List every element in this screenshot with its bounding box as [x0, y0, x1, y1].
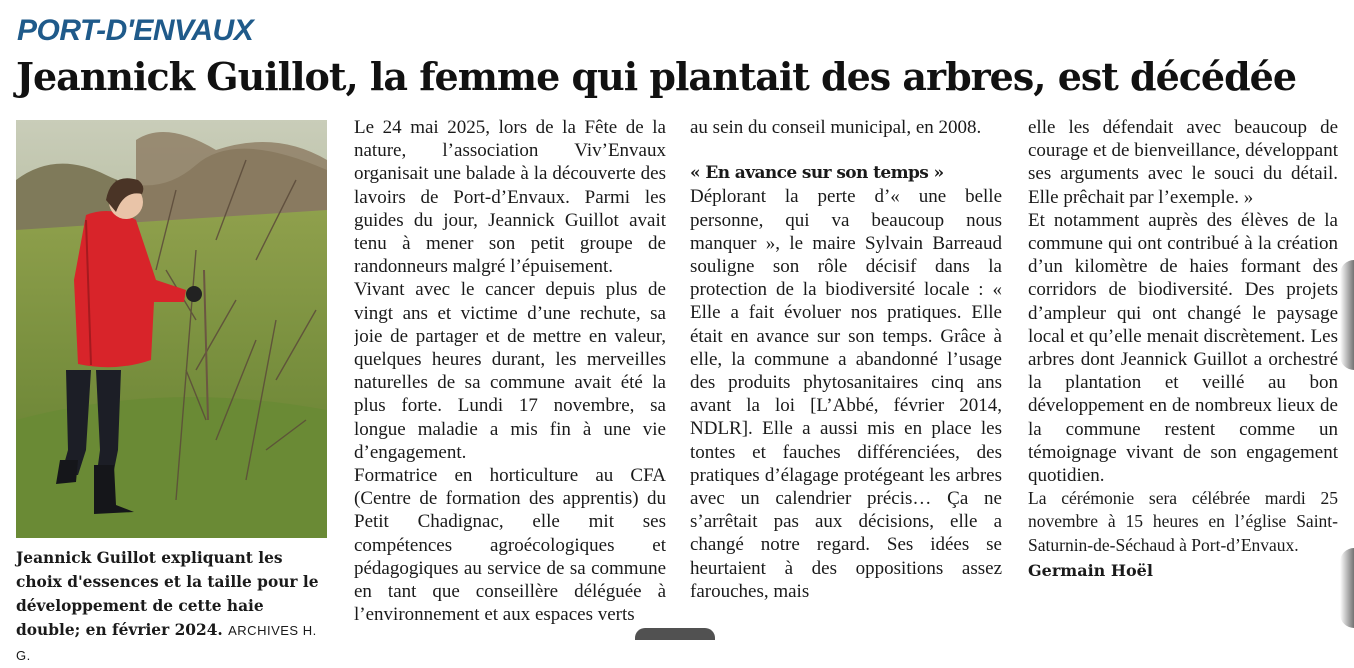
article-kicker: PORT-D'ENVAUX: [17, 14, 254, 47]
paragraph: Formatrice en horticulture au CFA (Centre de formation des apprentis) du Petit Chadignac, elle mit ses compétences agroécologiques et pédagogiques au service de sa commune en tant que conseillère déléguée à l’environnement et aux espaces verts: [354, 465, 666, 626]
paragraph: Le 24 mai 2025, lors de la Fête de la nature, l’association Viv’Envaux organisait une balade à la découverte des lavoirs de Port-d’Envaux. Parmi les guides du jour, Jeannick Guillot avait tenu à mener son petit groupe de randonneurs malgré l’épuisement.: [354, 117, 666, 278]
photo-caption: [16, 546, 331, 668]
paragraph: Vivant avec le cancer depuis plus de vingt ans et victime d’une rechute, sa joie de partager et de mettre en valeur, quelques heures durant, les merveilles naturelles de sa commune avait été la plus forte. Lundi 17 novembre, sa longue maladie a mis fin à une vie d’engagement.: [354, 279, 666, 463]
column-3: [1028, 116, 1338, 640]
photo-credit: ARCHIVES H. G.: [16, 623, 317, 663]
page-edge-shadow: [1340, 260, 1354, 370]
article-photo: [16, 120, 327, 538]
paragraph: Déplorant la perte d’« une belle personne, qui va beaucoup nous manquer », le maire Sylvain Barreaud souligne son rôle décisif dans la protection de la biodiversité locale : « Elle a fait évoluer nos pratiques. Elle était en avance sur son temps. Grâce à elle, la commune a abandonné l’usage des produits phytosanitaires cinq ans avant la loi [L’Abbé, février 2014, NDLR]. Elle a aussi mis en place les tontes et fauches différenciées, des pratiques d’élagage protégeant les arbres avec un calendrier précis… Ça ne s’arrêtait pas aux décisions, elle a changé notre regard. Ses idées se heurtaient à des oppositions assez farouches, mais: [690, 186, 1002, 602]
column-1: [354, 116, 666, 640]
author-signature: Germain Hoël: [1028, 560, 1153, 580]
article-headline: Jeannick Guillot, la femme qui plantait des arbres, est décédée: [16, 54, 1297, 99]
paragraph: elle les défendait avec beaucoup de courage et de bienveillance, développant ses arguments avec le souci du détail. Elle prêchait par l’exemple. »: [1028, 117, 1338, 208]
section-subhead: « En avance sur son temps »: [690, 163, 944, 184]
paragraph: Et notamment auprès des élèves de la commune qui ont contribué à la création d’un kilomètre de haies formant des corridors de biodiversité. Des projets d’ampleur qui ont changé le paysage local et qu’elle menait discrètement. Les arbres dont Jeannick Guillot a orchestré la plantation et veillé au bon développement en de nombreux lieux de la commune restent comme un témoignage vivant de son engagement quotidien.: [1028, 209, 1338, 487]
caption-text: Jeannick Guillot expliquant les choix d'essences et la taille pour le développement de cette haie double; en février 2024.: [16, 549, 319, 639]
page-edge-shadow: [1340, 548, 1354, 628]
page-fold-shadow: [635, 628, 715, 640]
column-2: [690, 116, 1002, 640]
paragraph: au sein du conseil municipal, en 2008.: [690, 117, 982, 138]
paragraph: La cérémonie sera célébrée mardi 25 novembre à 15 heures en l’église Saint-Saturnin-de-Séchaud à Port-d’Envaux.: [1028, 488, 1338, 555]
